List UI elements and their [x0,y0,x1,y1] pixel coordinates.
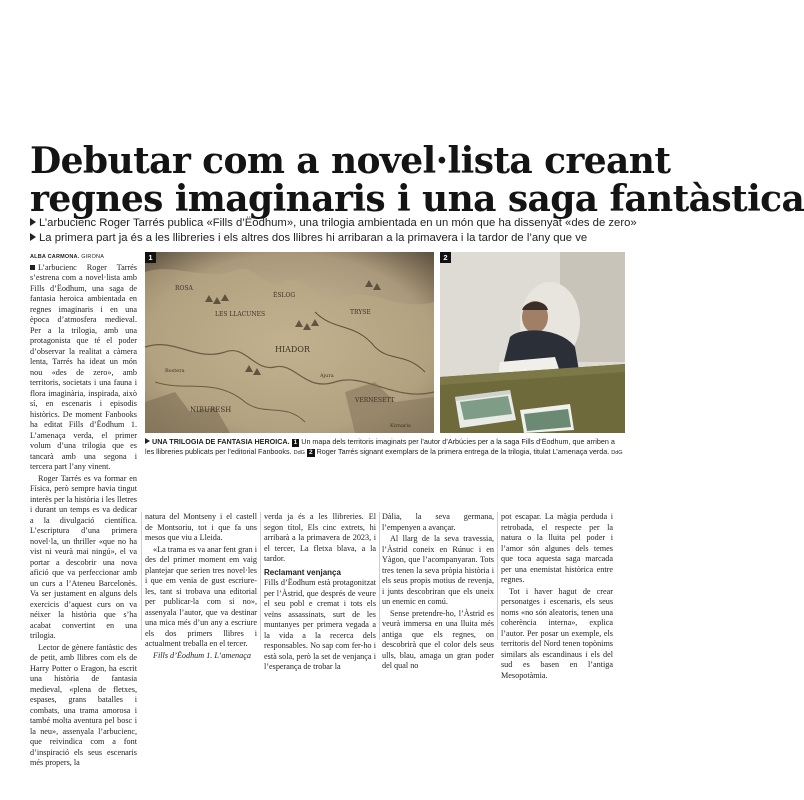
map-label: VERNESETT [355,397,395,404]
author-signing-image [440,252,625,433]
column-5 [501,512,613,680]
caption-credit-1: DdG [293,450,305,456]
deck-text-1: L’arbucienc Roger Tarrés publica «Fills d’Ëodhum», una trilogia ambientada en un món que ha dissenyat «des de zero» [39,217,637,229]
map-label: Ajura [320,373,334,379]
deck-line-2 [30,231,625,245]
paragraph: «La trama es va anar fent gran i des del primer moment em vaig plantejar que serien tres novel·les i que em venia de gust escriure-les, tant si trobava una editorial per publicar-la com si no», assenyala l’autor, que va destinar una mica més d’un any a escriure els dos primers llibres i actualment treballa en el tercer. [145,544,257,648]
triangle-bullet-icon [30,218,36,226]
column-3 [264,512,376,671]
square-bullet-icon [30,265,35,270]
paragraph: Fills d’Ëodhum està protagonitzat per l’Àstrid, que després de veure el seu pobl e cremat i tots els veïns assassinats, surt de les muntanyes per primera vegada a la vida a la recerca dels responsables. No sap com fer-ho i està sola, però la set de venjança i l’esperança de trobar la [264,578,376,671]
map-label: ROSA [175,285,193,292]
caption-lead: UNA TRILOGIA DE FANTASIA HEROICA. [152,437,290,446]
headline [30,140,804,220]
triangle-bullet-icon [145,438,150,444]
paragraph: natura del Montseny i el castell de Montsoriu, tot i que fa uns mesos que viu a Lleida. [145,512,257,542]
caption-number-1: 1 [293,439,298,446]
byline: ALBA CARMONA. GIRONA [30,254,105,260]
paragraph: Sense pretendre-ho, l’Àstrid es veurà immersa en una lluita més antiga que els regnes, on descobrirà que el color dels seus ulls, blau, amaga un gran poder del qual no [382,608,494,670]
deck-line-1 [30,216,637,230]
byline-author: ALBA CARMONA [30,254,78,260]
paragraph: Roger Tarrés es va formar en Física, però sempre havia tingut interès per la història i les lletres i durant un temps es va dedicar a la divulgació científica. L’escriptura d’una primera novel·la, un thriller «que no ha vist ni veurà mai ningú», el va portar a descobrir una nova afició que va perfeccionar amb un curs a l’Ateneu Barcelonès. Va ser justament en alguns dels exercicis d’aquest curs on va néixer la història que s’ha acabat convertint en una trilogia. [30,473,137,640]
map-label: HIADOR [275,345,310,354]
caption-number-2: 2 [308,449,313,456]
caption-text-2: Roger Tarrés signant exemplars de la primera entrega de la trilogia, titulat L’amenaça verda. [316,447,610,456]
column-divider [260,512,261,640]
caption-text-1: Un mapa dels territoris imaginats per l’autor d’Arbúcies per a la saga Fills d’Ëodhum, que arriben a les llibreries publicats per l’editorial Fanbooks. [145,437,615,456]
map-label: Kirnaria [390,423,411,429]
subheading: Reclamant venjança [264,567,341,577]
map-label: ÈSLOG [273,292,296,299]
paragraph: Tot i haver hagut de crear personatges i escenaris, els seus noms «no són aleatoris, tenen una coherència interna», explica l’autor. Per posar un exemple, els territoris del Nord tenen topònims similars als escandinaus i els del sud es basen en l’antiga Mesopotàmia. [501,586,613,680]
paragraph: Lector de gènere fantàstic des de petit, amb llibres com els de Harry Potter o Eragon, ha escrit una història de fantasia medieval, «plena de fletxes, espases, grans batalles i combats, una trama amorosa i també molta aventura pel bosc i la neu», assenyala l’arbucienc, que reivindica com a font d’inspiració els seus escenaris més propers, la [30,642,137,767]
deck-text-2: La primera part ja és a les llibreries i els altres dos llibres hi arribaran a la primavera i la tardor de l’any que ve [39,232,588,244]
paragraph: Dàlia, la seva germana, l’empenyen a avançar. [382,512,494,532]
photo-map [145,252,434,433]
column-2 [145,512,257,660]
paragraph: L’arbucienc Roger Tarrés s’estrena com a novel·lista amb Fills d’Ëodhum, una saga de fantasia heroica ambientada en regnes imaginaris i en una època d’atmosfera medieval. Per a la trilogia, amb una protagonista que té el poder d’observar la realitat a càmera lenta, Tarrés ha ideat un món nou «des de zero», amb territoris, societats i una fauna i flora imaginària, inspirada, això sí, en escenaris i episodis històrics. De moment Fanbooks ha editat Fills d’Ëodhum 1. L’amenaça verda, el primer volum d’una trilogia que es tancarà amb una segona i tercera part l’any vinent. [30,262,137,471]
fantasy-map-image [145,252,434,433]
headline-line-2: regnes imaginaris i una saga fantàstica [30,178,804,220]
paragraph: Fills d’Ëodhum 1. L’amenaça [153,650,251,660]
byline-location: GIRONA [81,254,105,260]
caption-credit-2: DdG [611,450,623,456]
column-4 [382,512,494,670]
paragraph: verda ja és a les llibreries. El segon títol, Els cinc extrets, hi arribarà a la primavera de 2023, i el tercer, La fletxa blava, a la tardor. [264,512,376,563]
triangle-bullet-icon [30,233,36,241]
headline-line-1: Debutar com a novel·lista creant [30,140,671,182]
paragraph: Al llarg de la seva travessia, l’Àstrid coneix en Rúnuc i en Yàgon, que l’acompanyaran. Tots tres tenen la seva pròpia història i els seus propis motius de revenja, i junts descobriran que els uneix un enemic en comú. [382,534,494,606]
map-label: LES LLACUNES [215,311,266,318]
photo-number-2: 2 [440,252,451,263]
map-label: NIBURESH [190,406,232,414]
paragraph: pot escapar. La màgia perduda i retrobada, el respecte per la natura o la lluita pel poder i l’amor són algunes dels temes que toca aquesta saga marcada per una enemistat històrica entre regnes. [501,512,613,584]
map-label: TRYSE [350,309,371,316]
map-label: Bostera [165,368,185,374]
photo-number-1: 1 [145,252,156,263]
photo-caption [145,437,625,459]
photo-author [440,252,625,433]
column-1 [30,252,137,767]
column-divider [497,512,498,640]
column-divider [141,512,142,640]
column-divider [379,512,380,640]
